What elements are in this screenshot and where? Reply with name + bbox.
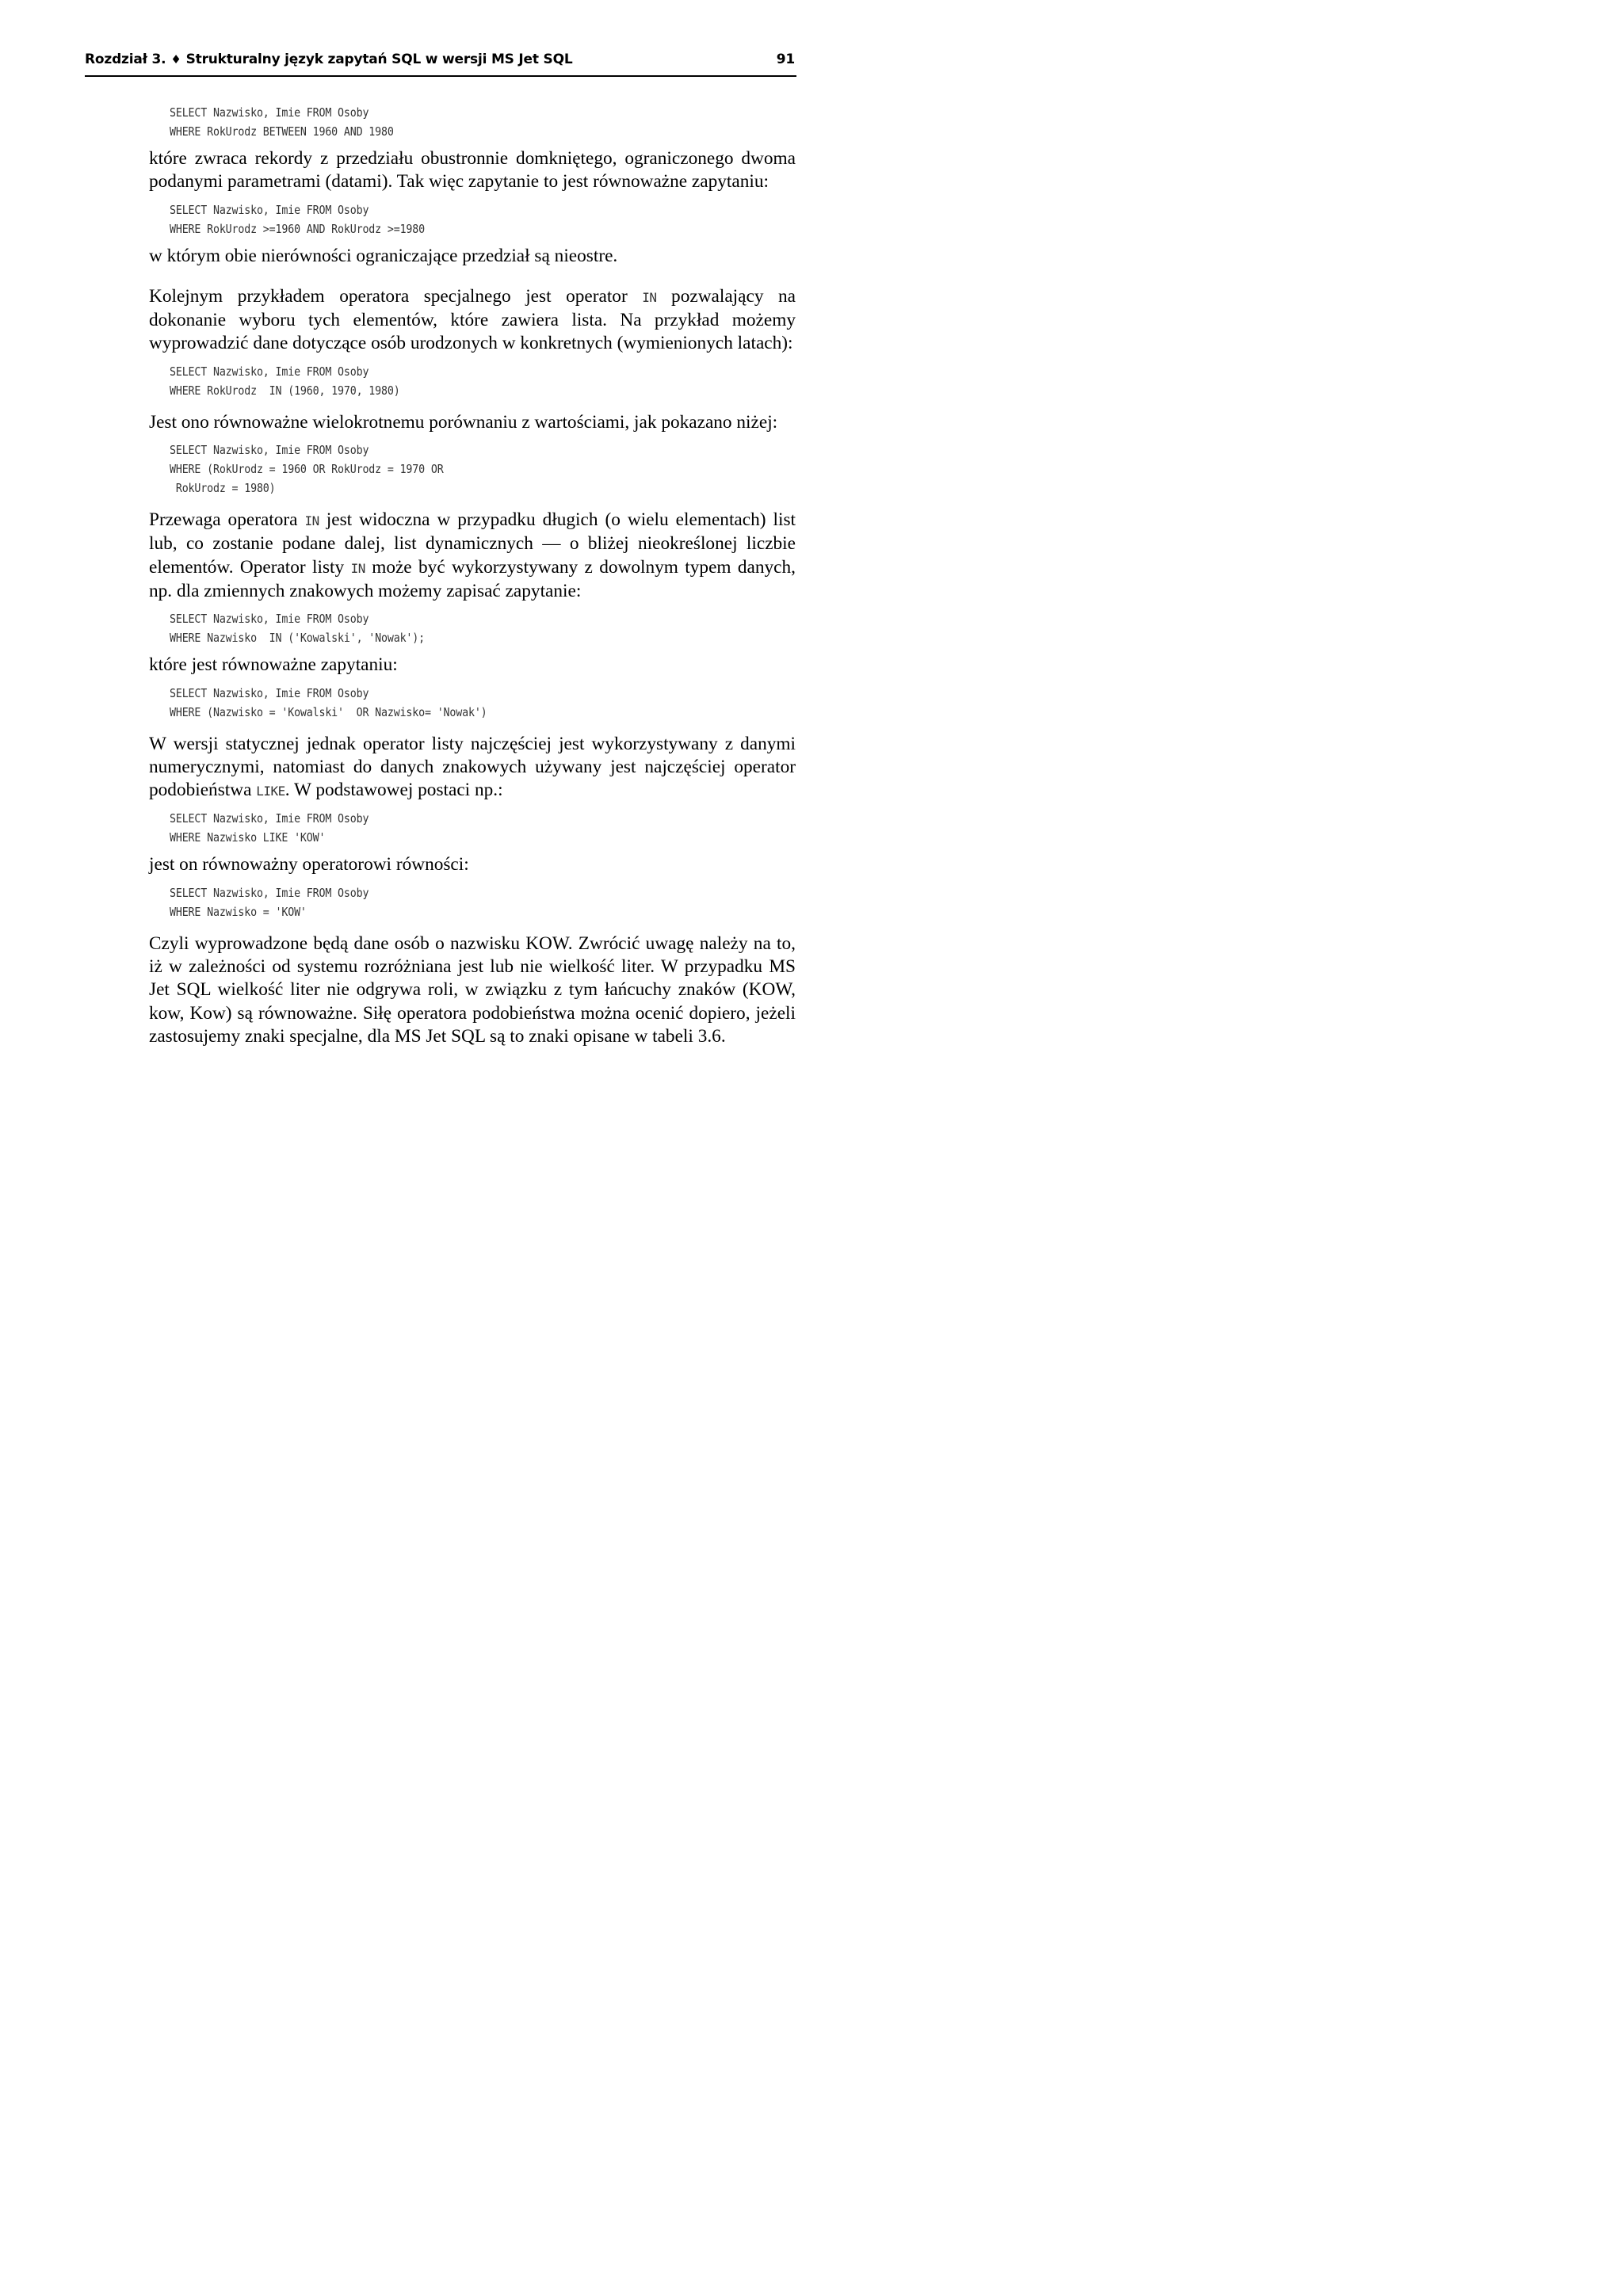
inline-code: IN — [350, 560, 365, 576]
code-line: WHERE RokUrodz BETWEEN 1960 AND 1980 — [170, 124, 394, 139]
paragraph — [149, 733, 796, 803]
header-title-group — [85, 51, 572, 67]
code-line: SELECT Nazwisko, Imie FROM Osoby — [170, 685, 369, 700]
code-block-between — [170, 103, 708, 141]
code-line: SELECT Nazwisko, Imie FROM Osoby — [170, 885, 369, 900]
inline-code: LIKE — [256, 784, 285, 799]
code-line: RokUrodz = 1980) — [170, 481, 276, 496]
code-line: WHERE (RokUrodz = 1960 OR RokUrodz = 1970 OR — [170, 462, 444, 477]
code-line: SELECT Nazwisko, Imie FROM Osoby — [170, 612, 369, 627]
paragraph — [149, 509, 796, 603]
paragraph: Jest ono równoważne wielokrotnemu porównaniu z wartościami, jak pokazano niżej: — [149, 411, 778, 433]
code-line: SELECT Nazwisko, Imie FROM Osoby — [170, 811, 369, 826]
text-run: Kolejnym przykładem operatora specjalnego jest operator — [149, 285, 643, 307]
paragraph: które jest równoważne zapytaniu: — [149, 654, 398, 676]
text-run: . W podstawowej postaci np.: — [285, 780, 503, 801]
text-run: jest widoczna w przypadku długich (o wielu elementach) list lub, co zostanie podane dalej, list dynamicznych — o bliżej nieokreślonej liczbie elementów. Operator listy — [149, 509, 796, 578]
code-line: WHERE RokUrodz >=1960 AND RokUrodz >=1980 — [170, 221, 425, 236]
code-line: WHERE RokUrodz IN (1960, 1970, 1980) — [170, 383, 400, 398]
page-number: 91 — [776, 51, 795, 67]
running-header — [85, 50, 796, 77]
inline-code: IN — [642, 289, 657, 305]
code-line: SELECT Nazwisko, Imie FROM Osoby — [170, 105, 369, 120]
text-run: Przewaga operatora — [149, 509, 305, 531]
code-line: SELECT Nazwisko, Imie FROM Osoby — [170, 364, 369, 379]
code-line: SELECT Nazwisko, Imie FROM Osoby — [170, 443, 369, 458]
code-block-or — [170, 441, 708, 498]
paragraph: w którym obie nierówności ograniczające przedział są nieostre. — [149, 245, 618, 266]
page-body — [149, 103, 796, 1048]
paragraph — [149, 285, 796, 356]
code-block-or-strings — [170, 684, 708, 722]
code-line: WHERE Nazwisko = 'KOW' — [170, 904, 307, 919]
code-line: SELECT Nazwisko, Imie FROM Osoby — [170, 202, 369, 217]
code-line: WHERE (Nazwisko = 'Kowalski' OR Nazwisko= 'Nowak') — [170, 704, 487, 719]
code-block-in-strings — [170, 609, 708, 647]
code-line: WHERE Nazwisko IN ('Kowalski', 'Nowak'); — [170, 631, 425, 646]
code-block-equivalent — [170, 200, 708, 238]
paragraph: jest on równoważny operatorowi równości: — [149, 854, 469, 875]
chapter-label: Rozdział 3. — [85, 51, 166, 67]
chapter-title: Strukturalny język zapytań SQL w wersji MS Jet SQL — [185, 51, 573, 67]
inline-code: IN — [304, 513, 319, 529]
diamond-icon: ♦ — [170, 52, 181, 67]
text-run: pozwalający na dokonanie wyboru tych elementów, które zawiera lista. Na przykład możemy wyprowadzić dane dotyczące osób urodzonych w konkretnych (wymienionych latach): — [149, 285, 796, 354]
code-block-like — [170, 809, 708, 847]
text-run: W wersji statycznej jednak operator listy najczęściej jest wykorzystywany z danymi numerycznymi, natomiast do danych znakowych używany jest najczęściej operator podobieństwa — [149, 733, 796, 801]
code-line: WHERE Nazwisko LIKE 'KOW' — [170, 830, 326, 845]
text-run: może być wykorzystywany z dowolnym typem danych, np. dla zmiennych znakowych możemy zapisać zapytanie: — [149, 556, 796, 601]
paragraph: Czyli wyprowadzone będą dane osób o nazwisku KOW. Zwrócić uwagę należy na to, iż w zależności od systemu rozróżniana jest lub nie wielkość liter. W przypadku MS Jet SQL wielkość liter nie odgrywa roli, w związku z tym łańcuchy znaków (KOW, kow, Kow) są równoważne. Siłę operatora podobieństwa można ocenić dopiero, jeżeli zastosujemy znaki specjalne, dla MS Jet SQL są to znaki opisane w tabeli 3.6. — [149, 933, 796, 1047]
code-block-in — [170, 362, 708, 400]
paragraph: które zwraca rekordy z przedziału obustronnie domkniętego, ograniczonego dwoma podanymi parametrami (datami). Tak więc zapytanie to jest równoważne zapytaniu: — [149, 148, 796, 193]
code-block-equals — [170, 883, 708, 921]
